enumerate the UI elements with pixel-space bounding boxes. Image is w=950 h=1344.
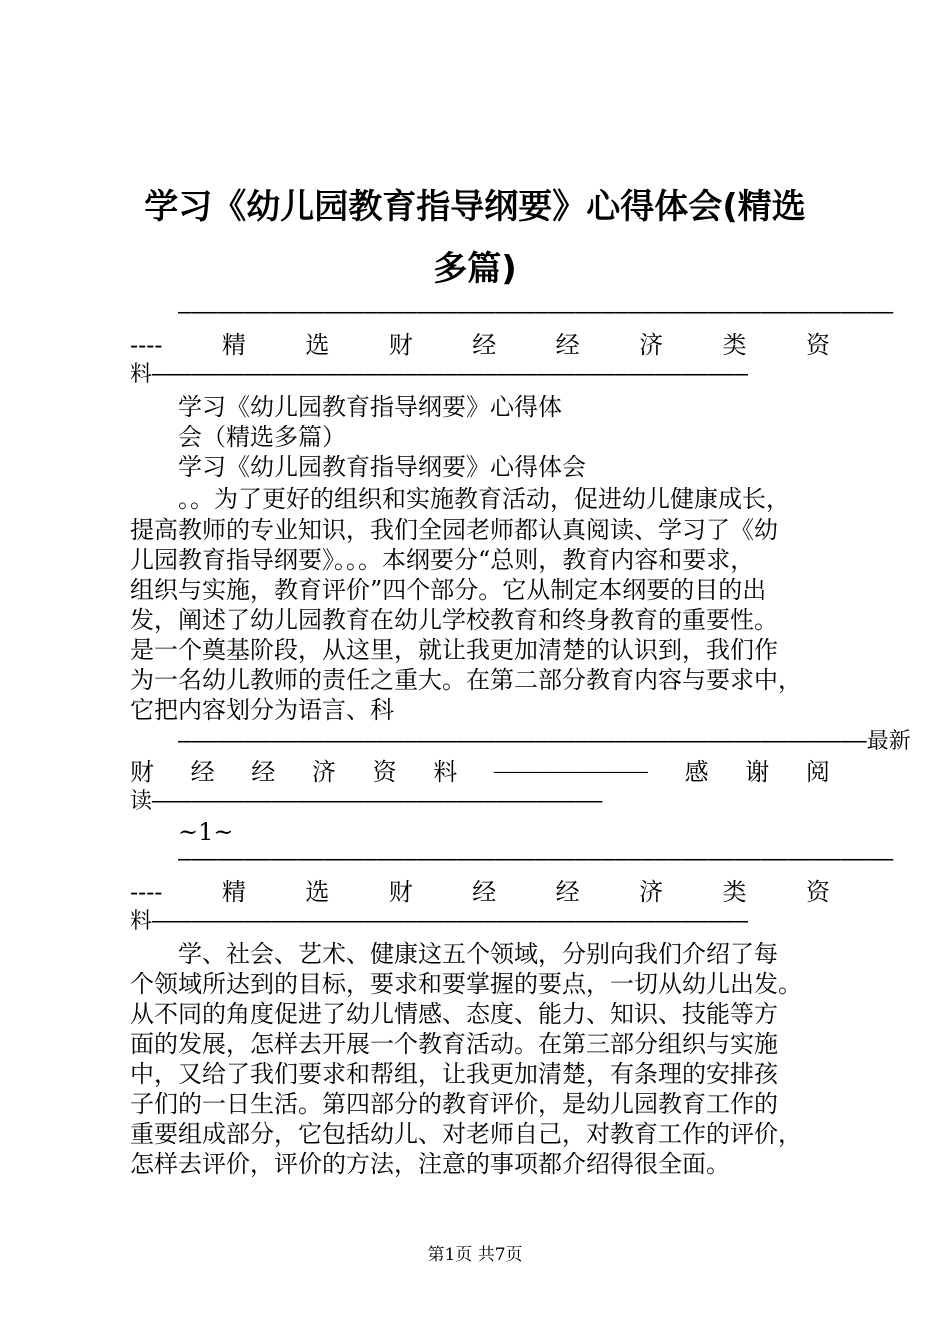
section-title-line-1: 学习《幼儿园教育指导纲要》心得体 bbox=[178, 393, 562, 421]
header-category-word: 经 bbox=[472, 331, 497, 359]
footer-dash-line: ————————————————————————————————————————————————————最新 bbox=[178, 729, 911, 754]
paragraph-line: 学、社会、艺术、健康这五个领域，分别向我们介绍了每 bbox=[178, 940, 778, 968]
paragraph-line: 为一名幼儿教师的责任之重大。在第二部分教育内容与要求中， bbox=[130, 666, 802, 694]
header-category-word: 精 bbox=[221, 331, 246, 359]
paragraph-line: 个领域所达到的目标，要求和要掌握的要点，一切从幼儿出发。 bbox=[130, 970, 802, 998]
header-category-word: ---- bbox=[130, 331, 163, 359]
footer-word: 经 bbox=[251, 758, 276, 786]
header-category-word: 资 bbox=[805, 331, 830, 359]
header-category-word: 选 bbox=[305, 331, 330, 359]
header-category-word: ---- bbox=[130, 878, 163, 906]
header-category-word: 类 bbox=[722, 878, 747, 906]
footer-words-line bbox=[130, 757, 830, 787]
document-title-line-1: 学习《幼儿园教育指导纲要》心得体会(精选 bbox=[144, 187, 806, 227]
paragraph-line: 提高教师的专业知识，我们全园老师都认真阅读、学习了《幼 bbox=[130, 516, 778, 544]
header-category-word: 财 bbox=[388, 878, 413, 906]
header-category-word: 济 bbox=[639, 331, 664, 359]
header-tail-line: 料————————————————————————————————————————————— bbox=[130, 362, 749, 387]
paragraph-line: 怎样去评价，评价的方法，注意的事项都介绍得很全面。 bbox=[130, 1150, 730, 1178]
header-category-line bbox=[130, 877, 830, 907]
paragraph-line: 。。为了更好的组织和实施教育活动，促进幼儿健康成长， bbox=[178, 485, 790, 513]
page-footer: 第1页 共7页 bbox=[427, 1245, 523, 1265]
footer-word: 谢 bbox=[745, 758, 770, 786]
header-category-word: 经 bbox=[472, 878, 497, 906]
footer-word: 阅 bbox=[805, 758, 830, 786]
header-category-word: 财 bbox=[388, 331, 413, 359]
header-category-line bbox=[130, 330, 830, 360]
paragraph-line: 从不同的角度促进了幼儿情感、态度、能力、知识、技能等方 bbox=[130, 1000, 778, 1028]
header-category-word: 经 bbox=[555, 331, 580, 359]
header-category-word: 济 bbox=[639, 878, 664, 906]
paragraph-line: 组织与实施，教育评价”四个部分。它从制定本纲要的目的出 bbox=[130, 576, 767, 604]
header-category-word: 选 bbox=[305, 878, 330, 906]
footer-word: 经 bbox=[190, 758, 215, 786]
document-title-line-2: 多篇) bbox=[433, 249, 517, 289]
header-tail-line: 料————————————————————————————————————————————— bbox=[130, 909, 749, 934]
footer-dash-segment: ———————————————— bbox=[493, 762, 648, 781]
paragraph-line: 中，又给了我们要求和帮组，让我更加清楚，有条理的安排孩 bbox=[130, 1060, 778, 1088]
header-category-word: 经 bbox=[555, 878, 580, 906]
header-category-word: 资 bbox=[805, 878, 830, 906]
paragraph-line: 面的发展，怎样去开展一个教育活动。在第三部分组织与实施 bbox=[130, 1030, 778, 1058]
header-dash-line: —————————————————————————————————————————————————————— bbox=[178, 300, 894, 325]
footer-word: 感 bbox=[684, 758, 709, 786]
paragraph-line: 发，阐述了幼儿园教育在幼儿学校教育和终身教育的重要性。 bbox=[130, 606, 778, 634]
footer-word: 资 bbox=[372, 758, 397, 786]
footer-word: 济 bbox=[311, 758, 336, 786]
paragraph-line: 儿园教育指导纲要》。。。本纲要分“总则，教育内容和要求， bbox=[130, 546, 755, 574]
footer-word: 料 bbox=[433, 758, 458, 786]
paragraph-line: 它把内容划分为语言、科 bbox=[130, 696, 394, 724]
paragraph-line: 重要组成部分，它包括幼儿、对老师自己，对教育工作的评价， bbox=[130, 1120, 802, 1148]
header-category-word: 精 bbox=[221, 878, 246, 906]
page-marker: ~1~ bbox=[178, 818, 234, 846]
header-dash-line: —————————————————————————————————————————————————————— bbox=[178, 847, 894, 872]
footer-tail-line: 读—————————————————————————————————— bbox=[130, 789, 603, 814]
header-category-word: 类 bbox=[722, 331, 747, 359]
paragraph-line: 子们的一日生活。第四部分的教育评价，是幼儿园教育工作的 bbox=[130, 1090, 778, 1118]
sub-title: 学习《幼儿园教育指导纲要》心得体会 bbox=[178, 453, 586, 481]
paragraph-line: 是一个奠基阶段，从这里，就让我更加清楚的认识到，我们作 bbox=[130, 636, 778, 664]
section-title-line-2: 会（精选多篇） bbox=[178, 423, 346, 451]
footer-word: 财 bbox=[130, 758, 154, 786]
